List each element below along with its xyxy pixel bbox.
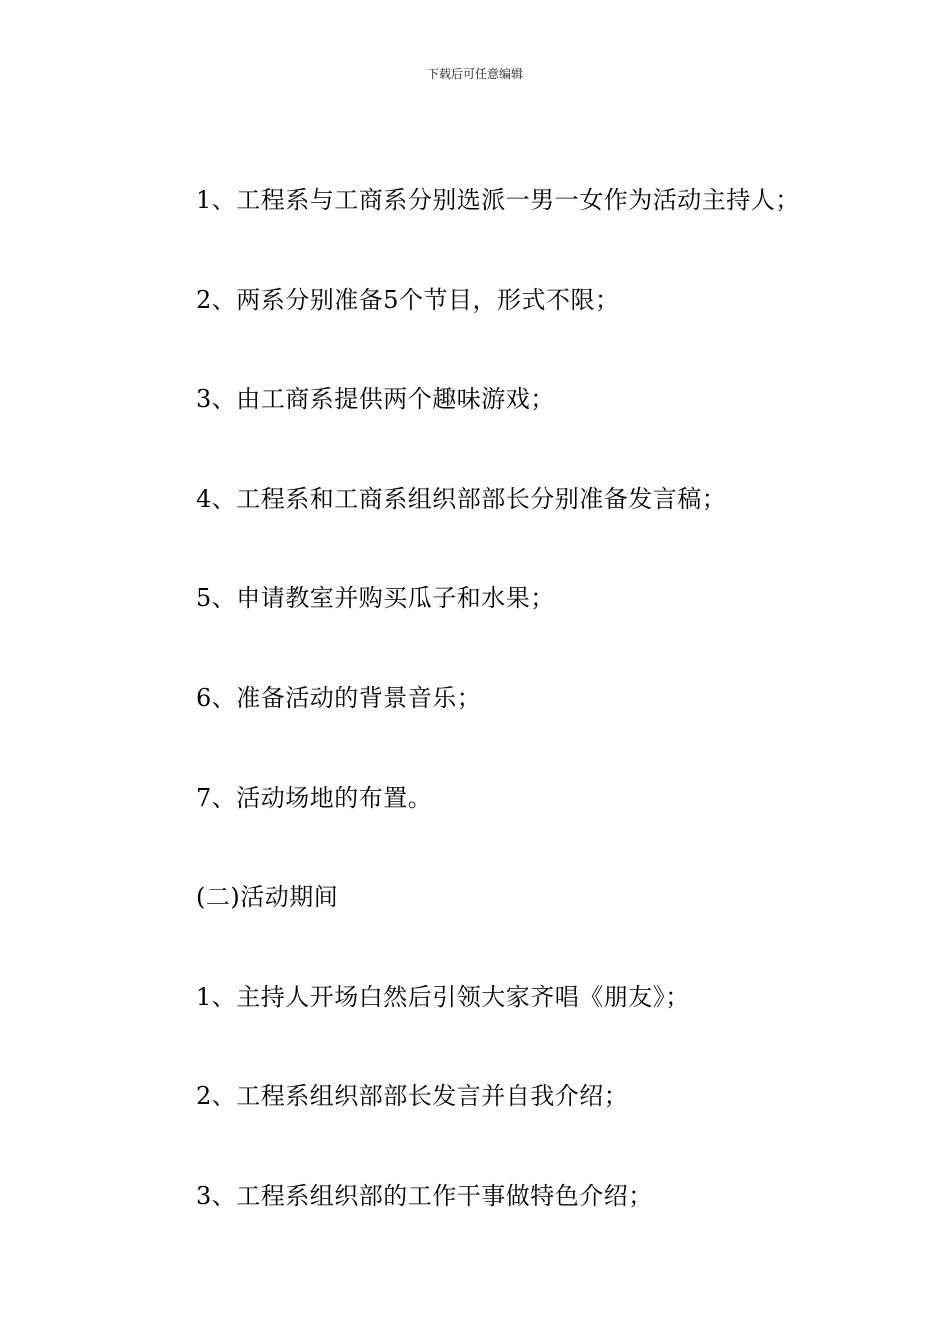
list-item-during-1: 1、主持人开场白然后引领大家齐唱《朋友》； (196, 982, 690, 1011)
list-item-prep-7: 7、活动场地的布置。 (196, 783, 433, 812)
list-item-prep-6: 6、准备活动的背景音乐； (196, 683, 482, 712)
list-item-prep-5: 5、申请教室并购买瓜子和水果； (196, 584, 555, 613)
document-body (196, 180, 896, 1276)
list-item-prep-1: 1、工程系与工商系分别选派一男一女作为活动主持人； (196, 186, 800, 214)
list-item-prep-4: 4、工程系和工商系组织部部长分别准备发言稿； (196, 484, 727, 513)
list-item-during-3: 3、工程系组织部的工作干事做特色介绍； (196, 1181, 653, 1210)
list-item-prep-2: 2、两系分别准备5个节目，形式不限； (196, 285, 620, 314)
list-item-during-2: 2、工程系组织部部长发言并自我介绍； (196, 1082, 629, 1111)
section-heading: (二)活动期间 (196, 883, 339, 912)
list-item-prep-3: 3、由工商系提供两个趣味游戏； (196, 385, 555, 414)
page-header: 下载后可任意编辑 (426, 67, 523, 81)
